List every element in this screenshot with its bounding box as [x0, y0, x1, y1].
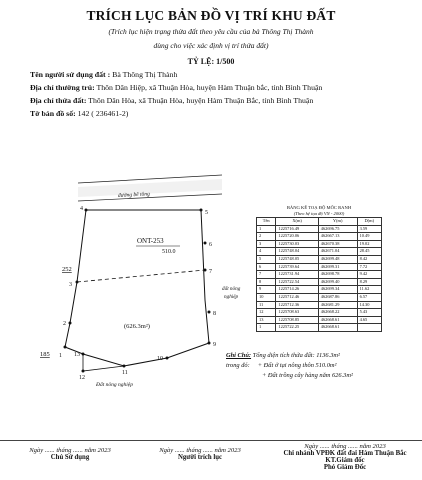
signature-extractor	[140, 447, 260, 461]
coordinate-row	[257, 263, 382, 271]
map-sheet-value: 142 ( 236461-2)	[75, 109, 129, 118]
coordinate-table	[256, 217, 382, 332]
coordinate-cell: 4	[257, 248, 276, 256]
coordinate-table-header-row	[257, 218, 382, 226]
coordinate-cell: 2	[257, 233, 276, 241]
coordinate-cell: 462667.13	[318, 233, 357, 241]
neighbor-right-line2: nghiệp	[224, 294, 239, 300]
boundary-point-marker	[69, 322, 72, 325]
coordinate-cell: 6	[257, 263, 276, 271]
coordinate-cell: 1	[257, 324, 276, 332]
boundary-point-marker	[64, 346, 67, 349]
coordinate-cell: 1225748.05	[276, 255, 318, 263]
coordinate-cell: 12	[257, 309, 276, 317]
residence-label: Địa chỉ thường trú:	[30, 83, 95, 92]
boundary-point-label: 9	[213, 342, 216, 348]
coordinate-row	[257, 233, 382, 241]
coordinate-cell: 1225739.64	[276, 263, 318, 271]
notes-prefix: trong đó:	[226, 362, 250, 369]
coordinate-row	[257, 278, 382, 286]
parcel-boundary	[65, 210, 209, 366]
coordinate-row	[257, 309, 382, 317]
parcel-area-label: (626.3m²)	[124, 323, 150, 330]
coordinate-cell: 19.02	[357, 240, 381, 248]
coordinate-column-header: Y(m)	[318, 218, 357, 226]
coordinate-cell: 462668.61	[318, 316, 357, 324]
boundary-point-label: 12	[79, 375, 85, 381]
road-label: đường bê tông	[117, 191, 150, 199]
boundary-point-marker	[200, 209, 203, 212]
extractor-sign-date: Ngày ...... tháng ...... năm 2023	[159, 447, 241, 454]
boundary-point-marker	[166, 357, 169, 360]
coordinate-row	[257, 248, 382, 256]
document-subtitle-line2: dùng cho việc xác định vị trí thửa đất)	[153, 41, 269, 50]
coordinate-row	[257, 225, 382, 233]
coordinate-cell: 11	[257, 301, 276, 309]
coordinate-cell: 1225722.25	[276, 324, 318, 332]
coordinate-cell: 1225731.94	[276, 271, 318, 279]
parcel-area-code: 510.0	[162, 249, 176, 255]
neighbor-parcel-252: 252	[62, 266, 72, 273]
boundary-point-marker	[208, 311, 211, 314]
coordinate-cell: 462681.29	[318, 301, 357, 309]
coordinate-cell: 1	[257, 225, 276, 233]
coordinate-cell: 1225714.26	[276, 286, 318, 294]
boundary-point-marker	[76, 281, 79, 284]
coordinate-cell: 462699.31	[318, 263, 357, 271]
boundary-point-label: 8	[213, 311, 216, 317]
coordinate-cell: 462671.04	[318, 248, 357, 256]
document-subtitle-line1: (Trích lục hiện trạng thửa đất theo yêu cầu của bà Thông Thị Thành	[108, 27, 314, 36]
coordinate-cell: 7	[257, 271, 276, 279]
coordinate-cell: 1225722.54	[276, 278, 318, 286]
coordinate-cell: 6.57	[357, 293, 381, 301]
owner-sign-date: Ngày ...... tháng ...... năm 2023	[29, 447, 111, 454]
coordinate-cell: 1225708.63	[276, 309, 318, 317]
residence-value: Thôn Dân Hiệp, xã Thuận Hòa, huyện Hàm Thuận bắc, tỉnh Bình Thuận	[94, 83, 323, 92]
coordinate-cell: 462699.34	[318, 286, 357, 294]
coordinate-row	[257, 316, 382, 324]
coordinate-table-block	[256, 205, 382, 332]
coordinate-table-system: (Theo hệ tọa độ VN - 2000)	[293, 211, 345, 216]
extractor-sign-title: Người trích lục	[177, 454, 223, 461]
signature-office	[270, 443, 420, 471]
coordinate-row	[257, 286, 382, 294]
office-name: Chi nhánh VPĐK đất đai Hàm Thuận Bắc	[283, 450, 407, 457]
coordinate-cell: 9.42	[357, 271, 381, 279]
notes-residential-area: + Đất ở tại nông thôn 510.0m²	[257, 362, 337, 369]
coordinate-row	[257, 240, 382, 248]
coordinate-cell: 8.29	[357, 278, 381, 286]
coordinate-cell: 1225730.03	[276, 240, 318, 248]
boundary-segment-12-13	[83, 354, 124, 371]
coordinate-cell: 1225720.06	[276, 233, 318, 241]
coordinate-row	[257, 301, 382, 309]
coordinate-row	[257, 293, 382, 301]
coordinate-cell: 13	[257, 316, 276, 324]
coordinate-cell: 8	[257, 278, 276, 286]
boundary-point-label: 5	[205, 210, 208, 216]
coordinate-cell: 1225708.85	[276, 316, 318, 324]
coordinate-column-header: D(m)	[357, 218, 381, 226]
coordinate-cell: 4.65	[357, 316, 381, 324]
neighbor-bottom: Đất nông nghiệp	[96, 382, 133, 388]
coordinate-cell: 3	[257, 240, 276, 248]
map-sheet-label: Tờ bản đồ số:	[30, 109, 76, 118]
boundary-point-label: 10	[157, 356, 163, 362]
coordinate-cell: 3.59	[357, 225, 381, 233]
owner-sign-title: Chủ Sử dụng	[50, 454, 90, 461]
coordinate-cell: 1225748.04	[276, 248, 318, 256]
coordinate-column-header: X(m)	[276, 218, 318, 226]
boundary-points	[59, 206, 216, 381]
office-sub-title: KT.Giám đốc	[325, 457, 365, 464]
coordinate-cell: 10.49	[357, 233, 381, 241]
coordinate-row	[257, 271, 382, 279]
boundary-point-label: 11	[122, 370, 128, 376]
boundary-point-label: 13	[74, 352, 80, 358]
office-role: Phó Giám Đốc	[323, 464, 367, 471]
boundary-point-label: 2	[63, 321, 66, 327]
coordinate-cell: 28.45	[357, 248, 381, 256]
parcel-id: ONT-253	[137, 237, 164, 245]
notes-label: Ghi Chú:	[226, 352, 252, 359]
neighbor-right-line1: đất nông	[222, 286, 241, 292]
coordinate-row	[257, 324, 382, 332]
boundary-point-label: 4	[80, 206, 83, 212]
boundary-point-marker	[85, 209, 88, 212]
boundary-point-marker	[204, 269, 207, 272]
coordinate-cell: 462668.22	[318, 309, 357, 317]
coordinate-cell: 462696.75	[318, 225, 357, 233]
coordinate-cell: 462670.38	[318, 240, 357, 248]
coordinate-cell: 10	[257, 293, 276, 301]
boundary-point-marker	[204, 242, 207, 245]
signature-divider	[0, 440, 422, 441]
coordinate-cell: 5	[257, 255, 276, 263]
coordinate-cell	[357, 324, 381, 332]
signature-owner	[10, 447, 130, 461]
coordinate-cell: 462699.48	[318, 255, 357, 263]
coordinate-cell: 11.62	[357, 286, 381, 294]
notes-line1	[226, 352, 340, 359]
land-use-divider	[77, 270, 205, 282]
parcel-address-label: Địa chỉ thửa đất:	[30, 96, 87, 105]
coordinate-cell: 1225712.46	[276, 293, 318, 301]
boundary-point-label: 6	[209, 242, 212, 248]
owner-label: Tên người sử dụng đất :	[30, 70, 111, 79]
boundary-point-marker	[208, 342, 211, 345]
coordinate-row	[257, 255, 382, 263]
parcel-address-value: Thôn Dân Hòa, xã Thuận Hòa, huyện Hàm Thuận Bắc, tỉnh Bình Thuận	[86, 96, 314, 105]
coordinate-table-heading: BẢNG KÊ TOẠ ĐỘ MỐC RANH	[286, 205, 352, 210]
map-scale: TỶ LỆ: 1/500	[187, 57, 235, 66]
coordinate-cell: 9	[257, 286, 276, 294]
coordinate-cell: 7.72	[357, 263, 381, 271]
boundary-point-label: 3	[69, 282, 72, 288]
office-sign-date: Ngày ...... tháng ...... năm 2023	[304, 443, 386, 450]
document-title: TRÍCH LỤC BẢN ĐỒ VỊ TRÍ KHU ĐẤT	[86, 8, 336, 23]
coordinate-column-header: Tên	[257, 218, 276, 226]
coordinate-cell: 462668.61	[318, 324, 357, 332]
notes-line2	[226, 362, 336, 369]
coordinate-cell: 462687.86	[318, 293, 357, 301]
boundary-point-label: 1	[59, 353, 62, 359]
owner-value: Bà Thông Thị Thành	[110, 70, 178, 79]
coordinate-cell: 462699.40	[318, 278, 357, 286]
coordinate-cell: 8.42	[357, 255, 381, 263]
coordinate-cell: 462698.78	[318, 271, 357, 279]
coordinate-cell: 5.43	[357, 309, 381, 317]
coordinate-cell: 1225716.49	[276, 225, 318, 233]
notes-total-area: Tổng diện tích thửa đất: 1136.3m²	[251, 352, 340, 359]
boundary-point-label: 7	[209, 269, 212, 275]
coordinate-cell: 1225712.36	[276, 301, 318, 309]
neighbor-parcel-185: 185	[40, 351, 50, 358]
notes-crop-area: + Đất trồng cây hàng năm 626.3m²	[262, 372, 353, 379]
coordinate-cell: 14.30	[357, 301, 381, 309]
